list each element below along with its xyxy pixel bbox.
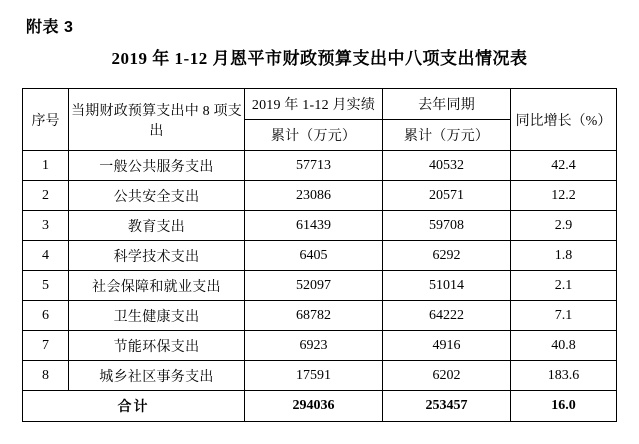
- cell-total-last-year: 253457: [383, 391, 511, 422]
- column-header-item: 当期财政预算支出中 8 项支出: [69, 89, 245, 151]
- page-title: 2019 年 1-12 月恩平市财政预算支出中八项支出情况表: [111, 49, 528, 68]
- table-row: [23, 301, 617, 331]
- cell-growth: 40.8: [511, 331, 617, 361]
- table-row: [23, 151, 617, 181]
- cell-item: 教育支出: [69, 211, 245, 241]
- cell-seq: 7: [23, 331, 69, 361]
- cell-growth: 2.9: [511, 211, 617, 241]
- table-row: [23, 271, 617, 301]
- attachment-label: 附表 3: [26, 19, 74, 36]
- cell-current: 23086: [245, 181, 383, 211]
- cell-growth: 42.4: [511, 151, 617, 181]
- cell-last-year: 20571: [383, 181, 511, 211]
- cell-seq: 5: [23, 271, 69, 301]
- cell-current: 6405: [245, 241, 383, 271]
- table-row: [23, 241, 617, 271]
- cell-total-growth: 16.0: [511, 391, 617, 422]
- table-header: [23, 89, 617, 151]
- table-row: [23, 331, 617, 361]
- budget-expenditure-table: [22, 88, 617, 422]
- cell-last-year: 6292: [383, 241, 511, 271]
- cell-item: 城乡社区事务支出: [69, 361, 245, 391]
- cell-item: 节能环保支出: [69, 331, 245, 361]
- cell-growth: 7.1: [511, 301, 617, 331]
- cell-total-current: 294036: [245, 391, 383, 422]
- cell-last-year: 40532: [383, 151, 511, 181]
- cell-growth: 2.1: [511, 271, 617, 301]
- column-subheader-lastyear-cumulative: 累计（万元）: [383, 120, 511, 151]
- cell-current: 61439: [245, 211, 383, 241]
- cell-seq: 4: [23, 241, 69, 271]
- cell-growth: 183.6: [511, 361, 617, 391]
- column-header-current-period: 2019 年 1-12 月实绩: [245, 89, 383, 120]
- cell-current: 6923: [245, 331, 383, 361]
- table-row: [23, 361, 617, 391]
- cell-last-year: 51014: [383, 271, 511, 301]
- cell-total-label: 合计: [23, 391, 245, 422]
- cell-item: 公共安全支出: [69, 181, 245, 211]
- table-row: [23, 211, 617, 241]
- column-subheader-current-cumulative: 累计（万元）: [245, 120, 383, 151]
- cell-seq: 2: [23, 181, 69, 211]
- cell-last-year: 59708: [383, 211, 511, 241]
- cell-item: 卫生健康支出: [69, 301, 245, 331]
- cell-seq: 3: [23, 211, 69, 241]
- cell-current: 68782: [245, 301, 383, 331]
- table-row: [23, 181, 617, 211]
- cell-seq: 6: [23, 301, 69, 331]
- column-header-growth: 同比增长（%）: [511, 89, 617, 151]
- cell-item: 科学技术支出: [69, 241, 245, 271]
- table-header-row-top: [23, 89, 617, 120]
- cell-item: 社会保障和就业支出: [69, 271, 245, 301]
- cell-current: 17591: [245, 361, 383, 391]
- cell-seq: 8: [23, 361, 69, 391]
- table-body: [23, 151, 617, 391]
- column-header-seq: 序号: [23, 89, 69, 151]
- cell-growth: 1.8: [511, 241, 617, 271]
- cell-current: 57713: [245, 151, 383, 181]
- cell-item: 一般公共服务支出: [69, 151, 245, 181]
- table-footer: [23, 391, 617, 422]
- cell-seq: 1: [23, 151, 69, 181]
- table-total-row: [23, 391, 617, 422]
- column-header-last-year: 去年同期: [383, 89, 511, 120]
- cell-last-year: 64222: [383, 301, 511, 331]
- cell-growth: 12.2: [511, 181, 617, 211]
- cell-current: 52097: [245, 271, 383, 301]
- cell-last-year: 6202: [383, 361, 511, 391]
- cell-last-year: 4916: [383, 331, 511, 361]
